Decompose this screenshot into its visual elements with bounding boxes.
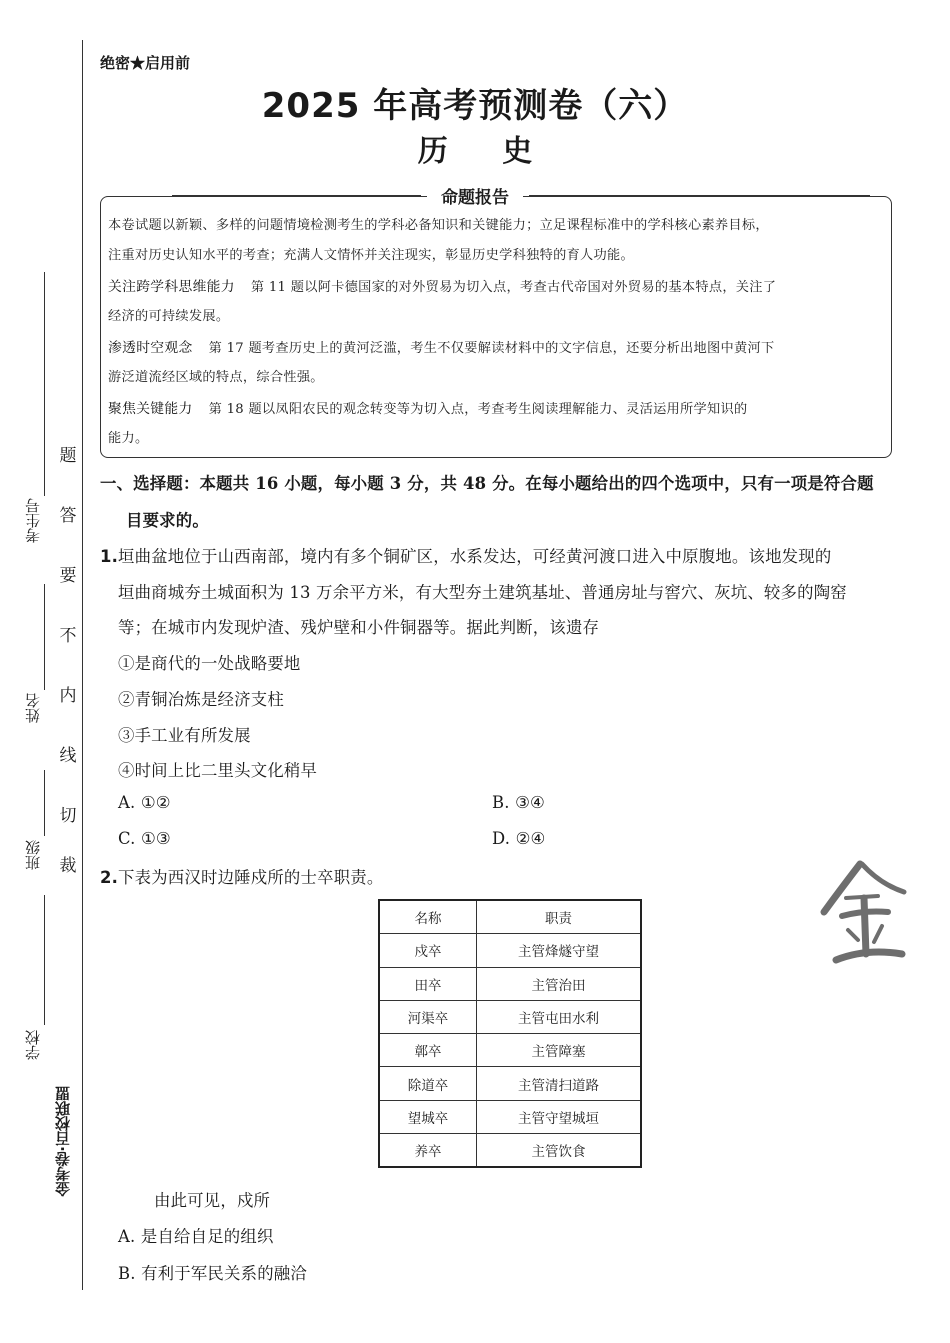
q1-line-1: 1.垣曲盆地位于山西南部，境内有多个铜矿区，水系发达，可经黄河渡口进入中原腹地。该地发现的 [100, 547, 832, 566]
report-line-6: 游泛道流经区域的特点，综合性强。 [108, 370, 324, 385]
field-student-id-label: 考生号 [24, 498, 42, 543]
table-cell-name: 田卒 [379, 967, 477, 1000]
table-row [379, 967, 641, 1000]
report-line-2: 注重对历史认知水平的考查；充满人文情怀并关注现实，彰显历史学科独特的育人功能。 [108, 248, 635, 263]
table-cell-duty: 主管治田 [477, 967, 642, 1000]
field-class-label: 班级 [24, 840, 42, 870]
table-cell-name: 养卒 [379, 1134, 477, 1168]
table-cell-duty: 主管烽燧守望 [477, 934, 642, 967]
report-title-rule [172, 195, 421, 197]
q1-statement-1: ①是商代的一处战略要地 [118, 654, 301, 673]
section-heading-line-1: 一、选择题：本题共 16 小题，每小题 3 分，共 48 分。在每小题给出的四个选项中，只有一项是符合题 [100, 474, 874, 493]
binding-line [82, 40, 83, 1290]
report-line-1: 本卷试题以新颖、多样的问题情境检测考生的学科必备知识和关键能力；立足课程标准中的学科核心素养目标， [108, 218, 769, 233]
report-line-3: 关注跨学科思维能力 第 11 题以阿卡德国家的对外贸易为切入点，考查古代帝国对外贸易的基本特点，关注了 [108, 279, 777, 295]
cut-text-8: 裁 [59, 856, 77, 876]
q1-statement-2: ②青铜冶炼是经济支柱 [118, 690, 284, 709]
report-title-rule [529, 195, 870, 197]
table-header-duty: 职责 [477, 900, 642, 934]
report-title: 命题报告 [0, 183, 950, 208]
q2-option-b[interactable]: B. 有利于军民关系的融洽 [118, 1264, 307, 1283]
cut-text-2: 答 [59, 506, 77, 526]
field-school-label: 学校 [24, 1030, 42, 1060]
q2-option-a[interactable]: A. 是自给自足的组织 [118, 1227, 274, 1246]
q1-option-d[interactable]: D. ②④ [492, 829, 546, 848]
field-name-line[interactable] [44, 584, 45, 690]
cut-text-4: 不 [59, 626, 77, 646]
subject-title: 历 史 [417, 134, 555, 169]
table-cell-duty: 主管屯田水利 [477, 1000, 642, 1033]
brand-label: 金考卷·百校联盟 [54, 1086, 72, 1197]
field-school-line[interactable] [44, 895, 45, 1025]
field-class-line[interactable] [44, 770, 45, 836]
cut-text-7: 切 [59, 806, 77, 826]
q1-option-a[interactable]: A. ①② [118, 793, 171, 812]
q1-statement-3: ③手工业有所发展 [118, 726, 251, 745]
q1-line-3: 等；在城市内发现炉渣、残炉壁和小件铜器等。据此判断，该遗存 [118, 618, 600, 637]
q1-option-c[interactable]: C. ①③ [118, 829, 171, 848]
cut-text-6: 线 [59, 746, 77, 766]
cut-text-3: 要 [59, 566, 77, 586]
table-cell-name: 望城卒 [379, 1100, 477, 1133]
table-header-row [379, 900, 641, 934]
report-line-7: 聚焦关键能力 第 18 题以凤阳农民的观念转变等为切入点，考查考生阅读理解能力、灵活运用所学知识的 [108, 401, 748, 417]
table-cell-duty: 主管障塞 [477, 1034, 642, 1067]
section-heading-line-2: 目要求的。 [126, 511, 209, 530]
table-row [379, 1100, 641, 1133]
table-cell-name: 鄣卒 [379, 1034, 477, 1067]
table-header-name: 名称 [379, 900, 477, 934]
table-cell-duty: 主管守望城垣 [477, 1100, 642, 1133]
table-cell-name: 戍卒 [379, 934, 477, 967]
table-row [379, 1067, 641, 1100]
duty-table [378, 899, 642, 1168]
q1-option-b[interactable]: B. ③④ [492, 793, 545, 812]
table-row [379, 1034, 641, 1067]
table-cell-duty: 主管饮食 [477, 1134, 642, 1168]
cut-text-1: 题 [59, 446, 77, 466]
table-cell-duty: 主管清扫道路 [477, 1067, 642, 1100]
field-student-id-line[interactable] [44, 272, 45, 496]
table-row [379, 934, 641, 967]
report-line-5: 渗透时空观念 第 17 题考查历史上的黄河泛滥，考生不仅要解读材料中的文字信息，还要分析出地图中黄河下 [108, 340, 775, 356]
calligraphy-stamp-icon [818, 850, 910, 970]
page-title: 2025 年高考预测卷（六） [261, 86, 689, 126]
q2-stem: 2.下表为西汉时边陲戍所的士卒职责。 [100, 868, 384, 887]
q1-line-2: 垣曲商城夯土城面积为 13 万余平方米，有大型夯土建筑基址、普通房址与窖穴、灰坑、较多的陶窑 [118, 583, 847, 602]
confidential-label: 绝密★启用前 [100, 54, 191, 72]
table-row [379, 1000, 641, 1033]
report-line-4: 经济的可持续发展。 [108, 309, 230, 324]
table-row [379, 1134, 641, 1168]
cut-text-5: 内 [59, 686, 77, 706]
field-name-label: 姓名 [24, 693, 42, 723]
table-cell-name: 河渠卒 [379, 1000, 477, 1033]
q1-statement-4: ④时间上比二里头文化稍早 [118, 761, 318, 780]
report-box [100, 196, 892, 458]
q2-conclusion: 由此可见，戍所 [154, 1191, 271, 1210]
report-line-8: 能力。 [108, 431, 149, 446]
table-cell-name: 除道卒 [379, 1067, 477, 1100]
